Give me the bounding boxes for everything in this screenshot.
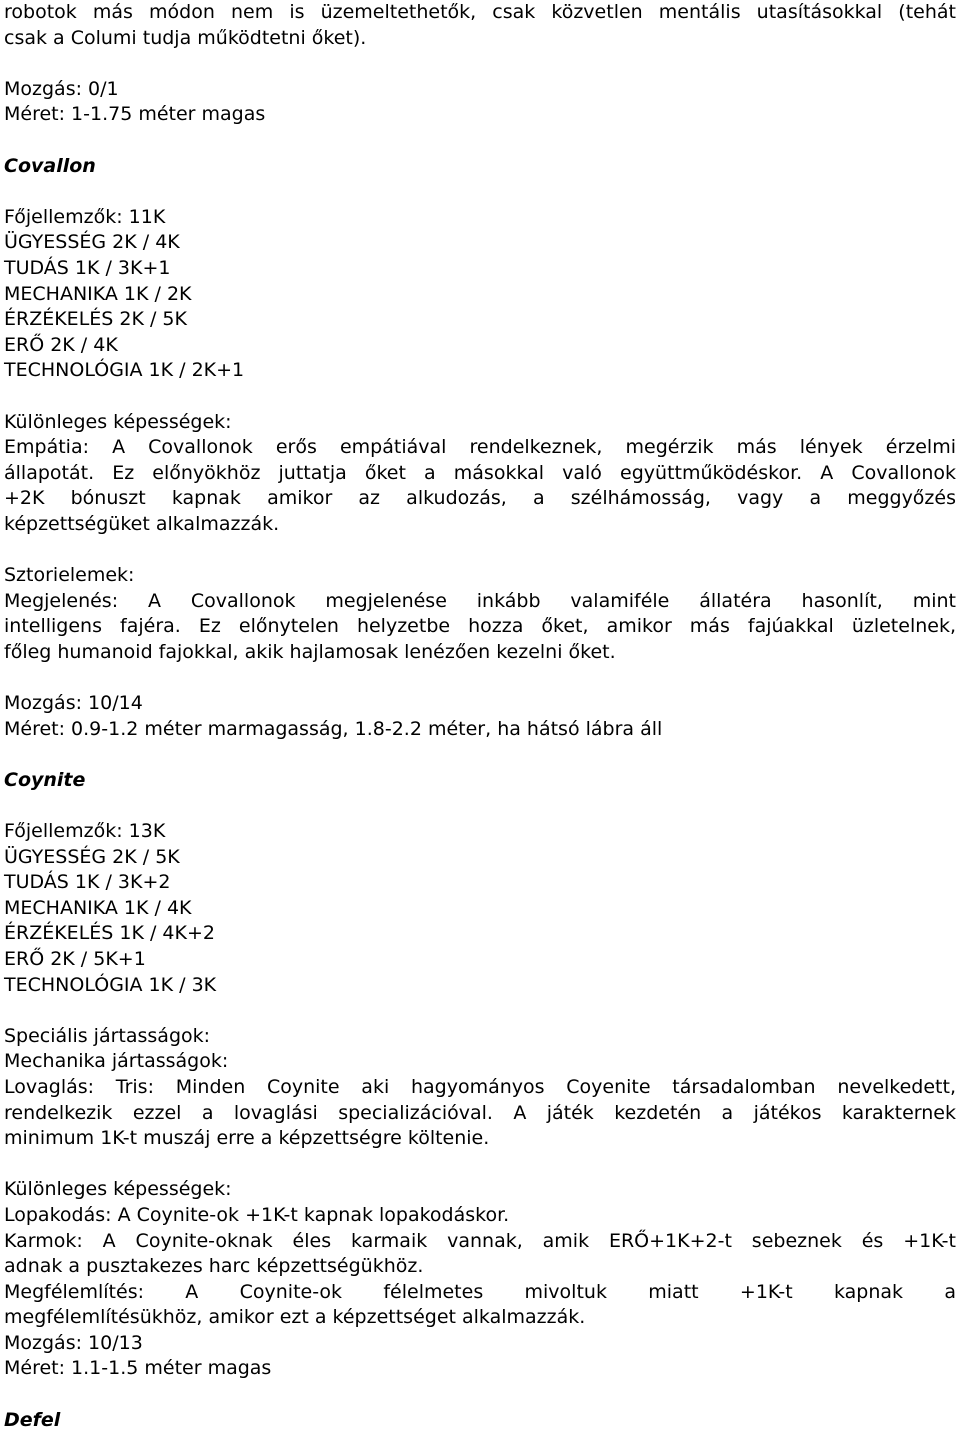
coynite-mechanics-heading: Mechanika jártasságok: (4, 1050, 229, 1073)
spacer (4, 1382, 956, 1408)
spacer (4, 179, 956, 205)
covallon-stat-technology: TECHNOLÓGIA 1K / 2K+1 (4, 359, 245, 382)
defel-heading: Defel (4, 1408, 61, 1431)
coynite-claws-line: adnak a pusztakezes harc képzettségükhöz. (4, 1255, 424, 1278)
covallon-story-line: főleg humanoid fajokkal, akik hajlamosak lenézően kezelni őket. (4, 640, 616, 663)
covallon-size: Méret: 0.9-1.2 méter marmagasság, 1.8-2.2 méter, ha hátsó lábra áll (4, 717, 663, 740)
covallon-stat-knowledge: TUDÁS 1K / 3K+1 (4, 256, 171, 279)
spacer (4, 742, 956, 768)
spacer (4, 384, 956, 410)
coynite-stat-perception: ÉRZÉKELÉS 1K / 4K+2 (4, 922, 215, 945)
coynite-skills-line: rendelkezik ezzel a lovaglási specializációval. A játék kezdetén a játékos karakternek (4, 1101, 956, 1124)
coynite-size: Méret: 1.1-1.5 méter magas (4, 1357, 272, 1380)
covallon-heading: Covallon (4, 154, 96, 177)
coynite-intimidation-line: Megfélemlítés: A Coynite-ok félelmetes mivoltuk miatt +1K-t kapnak a (4, 1280, 956, 1303)
covallon-story-heading: Sztorielemek: (4, 564, 135, 587)
coynite-heading: Coynite (4, 768, 86, 791)
covallon-abilities-line: Empátia: A Covallonok erős empátiával rendelkeznek, megérzik más lények érzelmi (4, 436, 956, 459)
spacer (4, 665, 956, 691)
covallon-movement: Mozgás: 10/14 (4, 692, 143, 715)
coynite-skills-line: Lovaglás: Tris: Minden Coynite aki hagyományos Coyenite társadalomban nevelkedett, (4, 1075, 956, 1098)
covallon-abilities-line: állapotát. Ez előnyökhöz juttatja őket a másokkal való együttműködéskor. A Covallonok (4, 461, 956, 484)
intro-size: Méret: 1-1.75 méter magas (4, 103, 266, 126)
covallon-story-line: intelligens fajéra. Ez előnytelen helyzetbe hozza őket, amikor más fajúakkal üzletelnek, (4, 615, 956, 638)
spacer (4, 128, 956, 154)
covallon-abilities-line: +2K bónuszt kapnak amikor az alkudozás, a szélhámosság, vagy a meggyőzés (4, 487, 956, 510)
document-page (4, 0, 956, 1433)
coynite-skills-line: minimum 1K-t muszáj erre a képzettségre költenie. (4, 1127, 490, 1150)
covallon-stat-strength: ERŐ 2K / 4K (4, 333, 118, 356)
intro-movement: Mozgás: 0/1 (4, 77, 119, 100)
coynite-stat-knowledge: TUDÁS 1K / 3K+2 (4, 871, 171, 894)
coynite-stat-technology: TECHNOLÓGIA 1K / 3K (4, 973, 217, 996)
spacer (4, 51, 956, 77)
coynite-stat-main: Főjellemzők: 13K (4, 820, 166, 842)
intro-line-2: csak a Columi tudja működtetni őket). (4, 26, 367, 49)
spacer (4, 537, 956, 563)
coynite-abilities-heading: Különleges képességek: (4, 1178, 232, 1201)
coynite-stat-dexterity: ÜGYESSÉG 2K / 5K (4, 845, 180, 868)
covallon-abilities-heading: Különleges képességek: (4, 410, 232, 433)
intro-line-1: robotok más módon nem is üzemeltethetők, csak közvetlen mentális utasításokkal (tehát (4, 1, 956, 23)
covallon-stat-mechanics: MECHANIKA 1K / 2K (4, 282, 192, 305)
covallon-stat-dexterity: ÜGYESSÉG 2K / 4K (4, 231, 180, 254)
spacer (4, 793, 956, 819)
coynite-intimidation-line: megfélemlítésükhöz, amikor ezt a képzettséget alkalmazzák. (4, 1306, 586, 1329)
coynite-movement: Mozgás: 10/13 (4, 1331, 143, 1354)
covallon-stat-perception: ÉRZÉKELÉS 2K / 5K (4, 308, 187, 331)
coynite-stat-strength: ERŐ 2K / 5K+1 (4, 947, 146, 970)
coynite-claws-line: Karmok: A Coynite-oknak éles karmaik vannak, amik ERŐ+1K+2-t sebeznek és +1K-t (4, 1229, 956, 1252)
spacer (4, 998, 956, 1024)
covallon-stat-main: Főjellemzők: 11K (4, 205, 166, 228)
coynite-stealth: Lopakodás: A Coynite-ok +1K-t kapnak lopakodáskor. (4, 1203, 510, 1226)
coynite-skills-heading: Speciális jártasságok: (4, 1024, 211, 1047)
covallon-story-line: Megjelenés: A Covallonok megjelenése inkább valamiféle állatéra hasonlít, mint (4, 589, 956, 612)
covallon-abilities-line: képzettségüket alkalmazzák. (4, 512, 280, 535)
coynite-stat-mechanics: MECHANIKA 1K / 4K (4, 896, 192, 919)
spacer (4, 1152, 956, 1178)
